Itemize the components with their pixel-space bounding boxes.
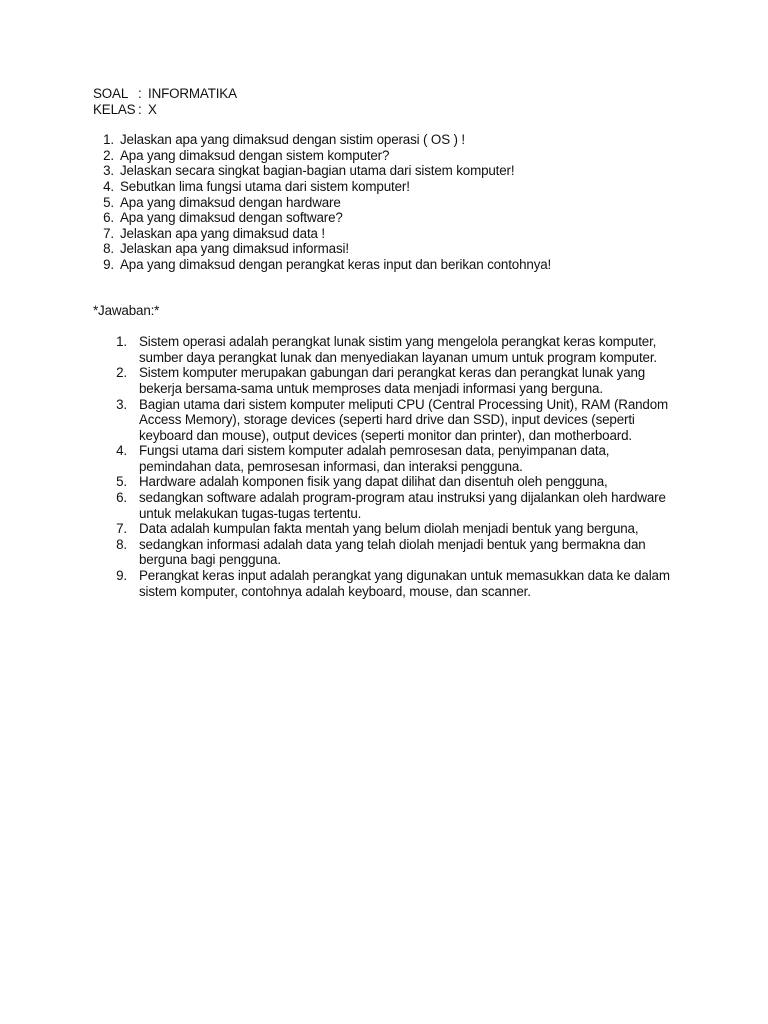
question-text: Jelaskan apa yang dimaksud data ! [120, 225, 325, 241]
question-text: Jelaskan secara singkat bagian-bagian utama dari sistem komputer! [120, 163, 515, 179]
question-item [93, 195, 693, 211]
answer-item [93, 537, 693, 568]
answer-text: sedangkan informasi adalah data yang telah diolah menjadi bentuk yang bermakna dan berguna bagi pengguna. [139, 536, 646, 568]
question-item [93, 241, 693, 257]
question-item [93, 163, 693, 179]
question-text: Jelaskan apa yang dimaksud dengan sistim operasi ( OS ) ! [120, 132, 465, 148]
answer-number: 9. [116, 568, 127, 584]
question-item [93, 148, 693, 164]
question-item [93, 210, 693, 226]
question-item [93, 179, 693, 195]
answer-text: Hardware adalah komponen fisik yang dapat dilihat dan disentuh oleh pengguna, [139, 474, 608, 490]
question-item [93, 226, 693, 242]
answer-number: 2. [116, 365, 127, 381]
answers-heading: *Jawaban:* [93, 302, 160, 318]
question-number: 7. [103, 225, 114, 241]
question-number: 4. [103, 178, 114, 194]
kelas-label: KELAS [93, 101, 136, 117]
question-number: 6. [103, 210, 114, 226]
answer-item [93, 397, 693, 444]
question-text: Sebutkan lima fungsi utama dari sistem komputer! [120, 178, 410, 194]
question-text: Apa yang dimaksud dengan sistem komputer? [120, 147, 390, 163]
answer-text: Data adalah kumpulan fakta mentah yang belum diolah menjadi bentuk yang berguna, [139, 521, 639, 537]
soal-row [93, 86, 693, 102]
answer-text: Fungsi utama dari sistem komputer adalah pemrosesan data, penyimpanan data, pemindahan data, pemrosesan informasi, dan interaksi pengguna. [139, 443, 610, 474]
answer-number: 5. [116, 474, 127, 490]
answer-item [93, 443, 693, 474]
kelas-value: X [148, 101, 157, 117]
answer-text: Perangkat keras input adalah perangkat yang digunakan untuk memasukkan data ke dalam sistem komputer, contohnya adalah keyboard, mouse, dan scanner. [139, 568, 670, 599]
answer-number: 8. [116, 536, 127, 552]
question-list [93, 132, 693, 272]
answer-item [93, 490, 693, 521]
answer-number: 1. [116, 334, 127, 350]
kelas-separator: : [138, 101, 142, 117]
question-item [93, 132, 693, 148]
soal-separator: : [138, 86, 142, 101]
question-text: Jelaskan apa yang dimaksud informasi! [120, 241, 349, 257]
question-text: Apa yang dimaksud dengan hardware [120, 194, 341, 210]
answer-item [93, 568, 693, 599]
answer-item [93, 521, 693, 537]
answer-number: 3. [116, 396, 127, 412]
question-text: Apa yang dimaksud dengan perangkat keras input dan berikan contohnya! [120, 256, 552, 272]
answer-text: Bagian utama dari sistem komputer meliputi CPU (Central Processing Unit), RAM (Random Access Memory), storage devices (seperti hard drive dan SSD), input devices (seperti keyboard dan mouse), output devices (seperti monitor dan printer), dan motherboard. [139, 396, 669, 443]
question-number: 1. [103, 132, 114, 148]
question-number: 5. [103, 194, 114, 210]
answer-text: sedangkan software adalah program-program atau instruksi yang dijalankan oleh hardware untuk melakukan tugas-tugas tertentu. [139, 490, 666, 521]
question-item [93, 257, 693, 273]
question-text: Apa yang dimaksud dengan software? [120, 210, 343, 226]
document-content [93, 86, 693, 599]
question-number: 8. [103, 241, 114, 257]
answer-number: 7. [116, 521, 127, 537]
answer-text: Sistem komputer merupakan gabungan dari perangkat keras dan perangkat lunak yang bekerja bersama-sama untuk memproses data menjadi informasi yang berguna. [139, 365, 646, 396]
answer-number: 6. [116, 490, 127, 506]
soal-label: SOAL [93, 86, 129, 101]
answer-text: Sistem operasi adalah perangkat lunak sistim yang mengelola perangkat keras komputer, sumber daya perangkat lunak dan menyediakan layanan umum untuk program komputer. [139, 334, 657, 365]
soal-value: INFORMATIKA [148, 86, 237, 101]
answer-item [93, 365, 693, 396]
answer-number: 4. [116, 443, 127, 459]
answer-item [93, 474, 693, 490]
answer-list [93, 334, 693, 599]
kelas-row [93, 102, 693, 118]
question-number: 2. [103, 147, 114, 163]
answer-item [93, 334, 693, 365]
question-number: 3. [103, 163, 114, 179]
question-number: 9. [103, 256, 114, 272]
